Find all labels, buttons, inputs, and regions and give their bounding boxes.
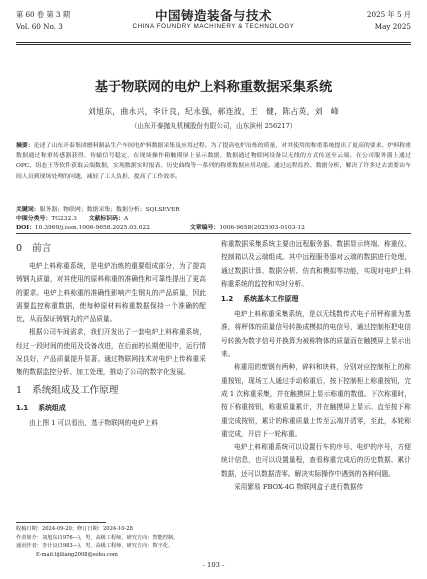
paragraph: 电炉上料称重系统，是电炉冶炼的重要组成部分，为了提高铸钢丸质量，对其使用的原料称重的准确性和可靠性提出了更高的要求。电炉上料称重的准确性影响产生钢丸的产品质量，因此需要监控称重数据，使每种原材料称重数据保持一个准确的配比，从而保证铸钢丸的产品质量。	[16, 262, 206, 324]
section-number: 1	[16, 384, 23, 396]
keywords	[16, 204, 411, 213]
journal-header	[16, 6, 411, 42]
subsection-number: 1.1	[16, 403, 29, 412]
clc-label: 中图分类号：	[16, 215, 52, 222]
section-number: 0	[16, 243, 23, 254]
received-date: 收稿日期：2024-09-20；修订日期：2024-10-28	[16, 526, 133, 532]
doc-code-label: 文献标识码：	[88, 215, 124, 222]
paragraph: 称重数据采集系统主要由远程服务器、数据显示终端、称重仪、控制箱以及云端组成。其中远程服务器对云端的数据进行处理，通过数据计算、数据分析、仿真和模拟等功能，实现对电炉上料称重系统的监控和实时分析。	[221, 240, 411, 288]
abstract-rule	[16, 233, 411, 234]
doi-value: 10.3969/j.issn.1006-9658.2025.03.022	[34, 225, 150, 231]
abstract	[16, 141, 411, 182]
article-affiliation: （山东开泰抛丸机械股份有限公司，山东滨州 256217）	[130, 122, 297, 130]
email: E-mail:lijiliang2008@sohu.com	[36, 551, 118, 558]
date-en: May 2025	[374, 22, 411, 31]
paragraph: 采用繁易 FBOX-4G 物联网盒子进行数据传	[234, 483, 364, 492]
abstract-text: 论述了山东开泰集团磨料制品生产车间电炉料数据采集及应用过程。为了提高电炉冶炼的质量，对其使用的称重系统提出了更高的要求。炉料称重数据通过称重传感器获得，传输信号稳定，在现场操作箱触摸屏上显示数据，数据通过物联网设备以无线的方式传送至云端。在公司服务器上通过 OPC、组态王等软件获取云端数据，实现数据实时报表、历史曲线等一系列的称重数据应用功能。通过远程监控、数据分析，解决了许多过去需要由车间人员到现场处理的问题，减轻了工人负担，提高了工作效率。	[16, 143, 411, 180]
header-rule-thin	[16, 44, 411, 45]
section-title: 系统组成及工作原理	[32, 384, 119, 396]
classification	[16, 213, 411, 222]
corresponding-author: 通讯作者：李计良(1983—)，男，高级工程师，研究方向：数字化。	[16, 543, 174, 550]
volume-cn: 第 60 卷 第 3 期	[16, 10, 70, 19]
paragraph: 根据公司车间需求，我们开发出了一套电炉上料称重系统，经过一段时间的使用及设备改进，在后面的长期使用中，运行情况良好，产品质量提升显著。通过物联网技术对电炉上传称重采集的数据监控分析、加工处理，推动了公司的数字化发展。	[16, 328, 206, 377]
footnote	[16, 525, 216, 559]
page-number: - 103 -	[202, 561, 225, 569]
article-authors: 刘旭东，曲永兴，李计良，纪永强，郝连波，王 健，陈占英，刘 峰	[88, 107, 339, 116]
article-title: 基于物联网的电炉上料称重数据采集系统	[94, 80, 333, 95]
article-no-value: 1006-9658(2025)03-0103-12	[219, 225, 305, 231]
journal-subtitle: CHINA FOUNDRY MACHINERY & TECHNOLOGY	[132, 23, 295, 30]
paragraph: 称重用的废钢有两种，碎料和块料，分别对应控制柜上的称重按钮，现场工人通过手动称重后，按下控制柜上称重按钮，完成 1 次称重采集，并在触摸屏上显示称重的数值。下次称重时，按下称重按钮，称重质量累计，并在触摸屏上显示。直至按下称重完成按钮，累计的称重质量上传至云端并清零，至此，本轮称重完成，开启下一轮称重。	[221, 363, 411, 438]
article-no-label: 文章编号：	[189, 224, 220, 231]
keywords-label: 关键词：	[16, 206, 40, 213]
date-cn: 2025 年 5 月	[366, 10, 411, 19]
paragraph: 电炉上料称重采集系统，是以无线数传式电子吊秤称重为基准，将秤体的质量信号转换成模拟的电信号，通过控制柜把电信号转换为数字信号并换算为被称物体的质量而在触摸屏上显示出来。	[221, 310, 411, 359]
author-bio: 作者简介：刘旭东(1976—)，男，高级工程师，研究方向：智能控制。	[16, 534, 179, 541]
section-1-heading	[16, 382, 206, 400]
subsection-title: 系统基本工作原理	[243, 295, 299, 304]
doi-label: DOI：	[16, 224, 35, 231]
left-column	[16, 238, 206, 430]
footnote-rule	[16, 522, 106, 523]
subsection-1-2-heading	[221, 293, 411, 306]
journal-title: 中国铸造装备与技术	[154, 8, 272, 23]
subsection-1-1-heading	[16, 402, 206, 415]
volume-en: Vol. 60 No. 3	[16, 22, 63, 31]
doc-code-value: A	[123, 216, 129, 222]
abstract-label: 摘要：	[16, 143, 34, 149]
subsection-title: 系统组成	[38, 403, 66, 412]
paragraph: 由上图 1 可以看出，基于物联网的电炉上料	[29, 418, 158, 427]
header-rule-thick	[16, 42, 411, 43]
section-title: 前言	[32, 243, 52, 254]
right-column	[221, 238, 411, 494]
clc-value: TG232.3	[51, 216, 77, 222]
subsection-number: 1.2	[221, 295, 234, 304]
keywords-text: 服务器；物联网；数据采集；数据分析；SQLSEVER	[39, 207, 180, 213]
paragraph: 电炉上料称重系统可以设置行车的序号、电炉的序号，方便统计信息，也可以设置量程，查看称重完成后的历史数据、累计数据，还可以数据清零。解决实际操作中遇到的各种问题。	[221, 443, 411, 478]
section-0-heading	[16, 240, 206, 258]
doi-line	[16, 222, 411, 231]
